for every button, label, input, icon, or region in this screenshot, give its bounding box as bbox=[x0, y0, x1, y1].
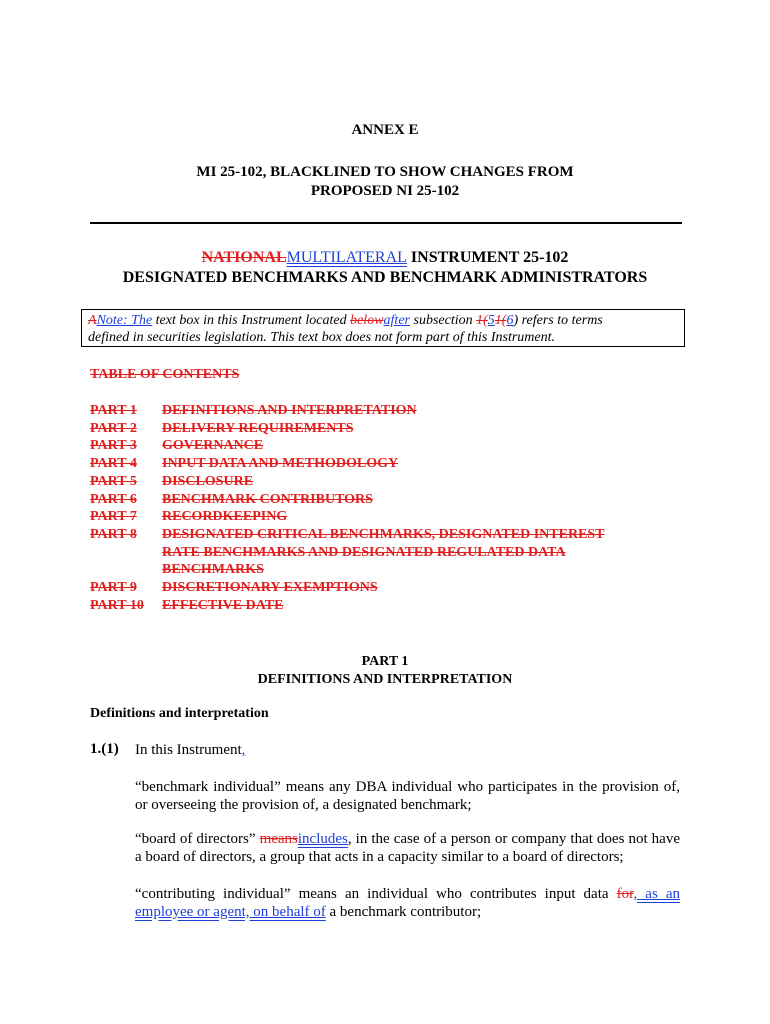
subsection-number: 1.(1) bbox=[90, 741, 119, 757]
note-del-1: 1( bbox=[476, 313, 488, 328]
section-heading: Definitions and interpretation bbox=[90, 706, 269, 721]
toc-part-title: BENCHMARKS bbox=[162, 562, 264, 578]
note-ins-after: after bbox=[383, 313, 410, 328]
def3-text-b: a benchmark contributor; bbox=[325, 904, 482, 920]
toc-part-number: PART 6 bbox=[90, 491, 137, 507]
toc-part-title: EFFECTIVE DATE bbox=[162, 597, 284, 613]
toc-row bbox=[90, 526, 690, 544]
toc-part-title: INPUT DATA AND METHODOLOGY bbox=[162, 456, 399, 472]
intro-text: In this Instrument bbox=[135, 742, 242, 758]
toc-row bbox=[90, 455, 690, 473]
toc-row bbox=[90, 437, 690, 455]
annex-label: ANNEX E bbox=[351, 122, 419, 138]
intro-ins-comma: , bbox=[241, 742, 246, 758]
def3-ins-text: , as an employee or agent, on behalf of bbox=[135, 886, 681, 920]
note-text-2: subsection bbox=[410, 313, 477, 328]
toc-part-title: DESIGNATED CRITICAL BENCHMARKS, DESIGNATED INTEREST bbox=[162, 526, 605, 542]
definition-benchmark-individual: “benchmark individual” means any DBA individual who participates in the provision of, or overseeing the provision of, a designated benchmark; bbox=[135, 779, 680, 813]
instrument-title bbox=[0, 249, 770, 267]
note-box bbox=[81, 309, 685, 347]
toc-part-number: PART 4 bbox=[90, 456, 137, 472]
toc-part-number: PART 10 bbox=[90, 597, 144, 613]
toc-part-title: DELIVERY REQUIREMENTS bbox=[162, 420, 354, 436]
toc-row bbox=[90, 579, 690, 597]
def3-del-for: for bbox=[616, 886, 634, 902]
part-title: DEFINITIONS AND INTERPRETATION bbox=[257, 672, 513, 687]
deleted-national: NATIONAL bbox=[201, 249, 287, 266]
toc-part-title: DISCLOSURE bbox=[162, 473, 254, 489]
toc-part-number: PART 5 bbox=[90, 473, 137, 489]
toc-part-number: PART 7 bbox=[90, 509, 137, 525]
definition-board-of-directors bbox=[135, 830, 680, 866]
note-line-2: defined in securities legislation. This text box does not form part of this Instrument. bbox=[88, 330, 556, 345]
note-text-1: text box in this Instrument located bbox=[152, 313, 351, 328]
definition-contributing-individual bbox=[135, 885, 680, 921]
note-del-a: A bbox=[88, 313, 97, 328]
toc-row bbox=[90, 402, 690, 420]
toc-part-title: GOVERNANCE bbox=[162, 438, 264, 454]
horizontal-rule bbox=[90, 222, 682, 224]
toc-part-number bbox=[90, 561, 162, 579]
toc-part-number: PART 9 bbox=[90, 580, 137, 596]
toc-part-number: PART 1 bbox=[90, 403, 137, 418]
def2-ins-includes: includes bbox=[297, 831, 348, 847]
toc-row bbox=[90, 491, 690, 509]
toc-part-title: DEFINITIONS AND INTERPRETATION bbox=[162, 403, 417, 418]
part-label: PART 1 bbox=[361, 654, 409, 669]
note-del-below: below bbox=[350, 313, 384, 328]
toc-part-number: PART 2 bbox=[90, 420, 137, 436]
subtitle-line-1: MI 25-102, BLACKLINED TO SHOW CHANGES FROM bbox=[196, 164, 574, 180]
note-ins-6: 6 bbox=[506, 313, 514, 328]
def2-del-means: means bbox=[259, 831, 298, 847]
toc-heading: TABLE OF CONTENTS bbox=[90, 367, 240, 382]
subtitle-line-2: PROPOSED NI 25-102 bbox=[310, 183, 460, 199]
toc-part-number bbox=[90, 544, 162, 562]
toc-part-title: RATE BENCHMARKS AND DESIGNATED REGULATED DATA bbox=[162, 544, 566, 560]
instrument-title-line-2: DESIGNATED BENCHMARKS AND BENCHMARK ADMINISTRATORS bbox=[122, 269, 648, 286]
note-del-paren: 1( bbox=[494, 313, 507, 328]
toc-row bbox=[90, 508, 690, 526]
inserted-multilateral: MULTILATERAL bbox=[286, 249, 407, 266]
def3-text-a: “contributing individual” means an individual who contributes input data bbox=[135, 886, 617, 902]
toc-row bbox=[90, 544, 690, 562]
def2-text-b: , in the case of a person or company that does not have a board of directors, a group that acts in a capacity similar to a board of directors; bbox=[135, 831, 680, 865]
toc-row bbox=[90, 420, 690, 438]
note-ins-note: Note: The bbox=[96, 313, 153, 328]
table-of-contents bbox=[90, 402, 690, 614]
toc-part-title: BENCHMARK CONTRIBUTORS bbox=[162, 491, 373, 507]
note-line-1 bbox=[88, 312, 678, 329]
toc-row bbox=[90, 473, 690, 491]
note-ins-5: 5 bbox=[487, 313, 495, 328]
toc-row bbox=[90, 561, 690, 579]
def2-text-a: “board of directors” bbox=[135, 831, 260, 847]
instrument-title-rest: INSTRUMENT 25-102 bbox=[406, 249, 569, 266]
note-text-3: ) refers to terms bbox=[513, 313, 603, 328]
toc-part-title: RECORDKEEPING bbox=[162, 509, 288, 525]
toc-row bbox=[90, 597, 690, 615]
subsection-intro bbox=[135, 741, 680, 759]
toc-part-title: DISCRETIONARY EXEMPTIONS bbox=[162, 580, 378, 596]
toc-part-number: PART 8 bbox=[90, 526, 137, 542]
toc-part-number: PART 3 bbox=[90, 438, 137, 454]
